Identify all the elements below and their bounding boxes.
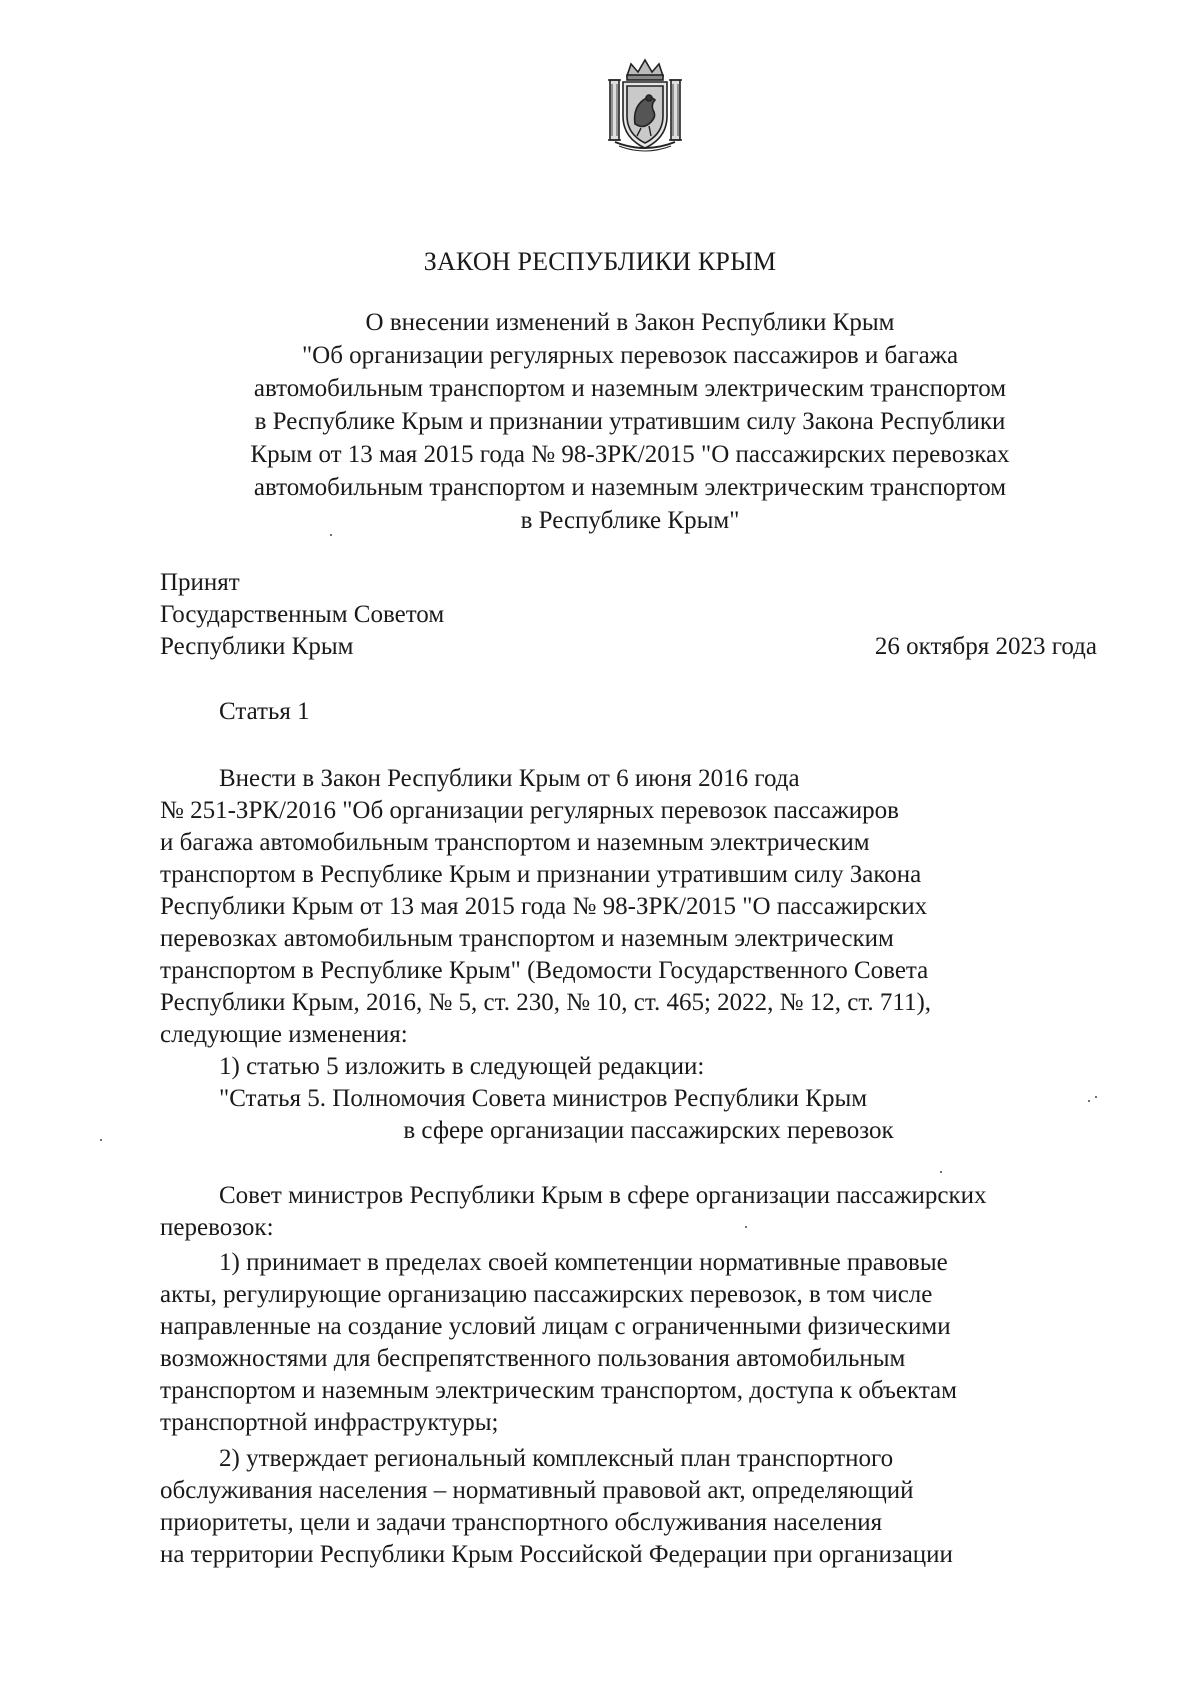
- body-line: и багажа автомобильным транспортом и наземным электрическим: [160, 829, 870, 856]
- body-line: приоритеты, цели и задачи транспортного обслуживания населения: [160, 1509, 883, 1536]
- point-1: [160, 1247, 1097, 1439]
- scan-speck: [330, 534, 332, 536]
- body-line: акты, регулирующие организацию пассажирских перевозок, в том числе: [160, 1281, 933, 1308]
- amendment-item: 1) статью 5 изложить в следующей редакции:: [219, 1053, 705, 1080]
- body-line: Внести в Закон Республики Крым от 6 июня 2016 года: [219, 765, 800, 792]
- body-line: направленные на создание условий лицам с ограниченными физическими: [160, 1313, 951, 1340]
- article-heading: Статья 1: [219, 698, 310, 725]
- adoption-date: 26 октября 2023 года: [874, 633, 1097, 660]
- body-line: транспортом и наземным электрическим транспортом, доступа к объектам: [160, 1377, 957, 1404]
- scan-speck: [100, 1139, 102, 1141]
- subtitle-line: О внесении изменений в Закон Республики Крым: [365, 309, 895, 336]
- subtitle-line: в Республике Крым": [520, 507, 740, 534]
- subtitle-line: в Республике Крым и признании утратившим силу Закона Республики: [254, 408, 1006, 435]
- body-line: перевозок:: [160, 1214, 274, 1241]
- adopted-line: Принят: [160, 569, 240, 596]
- subtitle-line: Крым от 13 мая 2015 года № 98-ЗРК/2015 "О пассажирских перевозках: [250, 441, 1010, 468]
- point-2: [160, 1443, 1097, 1571]
- body-line: транспортом в Республике Крым и признании утратившим силу Закона: [160, 861, 922, 888]
- quoted-article-heading-cont: в сфере организации пассажирских перевозок: [403, 1117, 894, 1144]
- body-line: транспортной инфраструктуры;: [160, 1409, 499, 1436]
- document-title: ЗАКОН РЕСПУБЛИКИ КРЫМ: [423, 247, 777, 276]
- body-line: № 251-ЗРК/2016 "Об организации регулярных перевозок пассажиров: [160, 797, 899, 824]
- adopted-line: Государственным Советом: [160, 601, 445, 628]
- body-line: обслуживания населения – нормативный правовой акт, определяющий: [160, 1477, 914, 1504]
- scan-speck: [1095, 1096, 1097, 1098]
- body-line: перевозках автомобильным транспортом и наземным электрическим: [160, 925, 894, 952]
- quoted-article-heading: "Статья 5. Полномочия Совета министров Республики Крым: [219, 1085, 868, 1112]
- subtitle-line: автомобильным транспортом и наземным электрическим транспортом: [253, 474, 1007, 501]
- body-line: на территории Республики Крым Российской Федерации при организации: [160, 1541, 953, 1568]
- document-subtitle: [160, 306, 1100, 537]
- council-intro: [160, 1180, 1097, 1244]
- body-line: 2) утверждает региональный комплексный план транспортного: [219, 1445, 894, 1472]
- subtitle-line: автомобильным транспортом и наземным электрическим транспортом: [253, 375, 1007, 402]
- crimea-coat-of-arms-icon: [605, 58, 685, 154]
- body-line: 1) принимает в пределах своей компетенции нормативные правовые: [219, 1249, 948, 1276]
- article-body: [160, 763, 1097, 1147]
- adoption-info: [160, 567, 444, 663]
- body-line: Совет министров Республики Крым в сфере организации пассажирских: [219, 1182, 987, 1209]
- body-line: возможностями для беспрепятственного пользования автомобильным: [160, 1345, 906, 1372]
- scan-speck: [1088, 1100, 1090, 1102]
- body-line: следующие изменения:: [160, 1021, 408, 1048]
- subtitle-line: "Об организации регулярных перевозок пассажиров и багажа: [301, 342, 959, 369]
- body-line: Республики Крым от 13 мая 2015 года № 98-ЗРК/2015 "О пассажирских: [160, 893, 928, 920]
- adopted-line: Республики Крым: [160, 633, 354, 660]
- scan-speck: [745, 1226, 747, 1228]
- body-line: Республики Крым, 2016, № 5, ст. 230, № 10, ст. 465; 2022, № 12, ст. 711),: [160, 989, 932, 1016]
- scan-speck: [940, 1171, 942, 1173]
- body-line: транспортом в Республике Крым" (Ведомости Государственного Совета: [160, 957, 929, 984]
